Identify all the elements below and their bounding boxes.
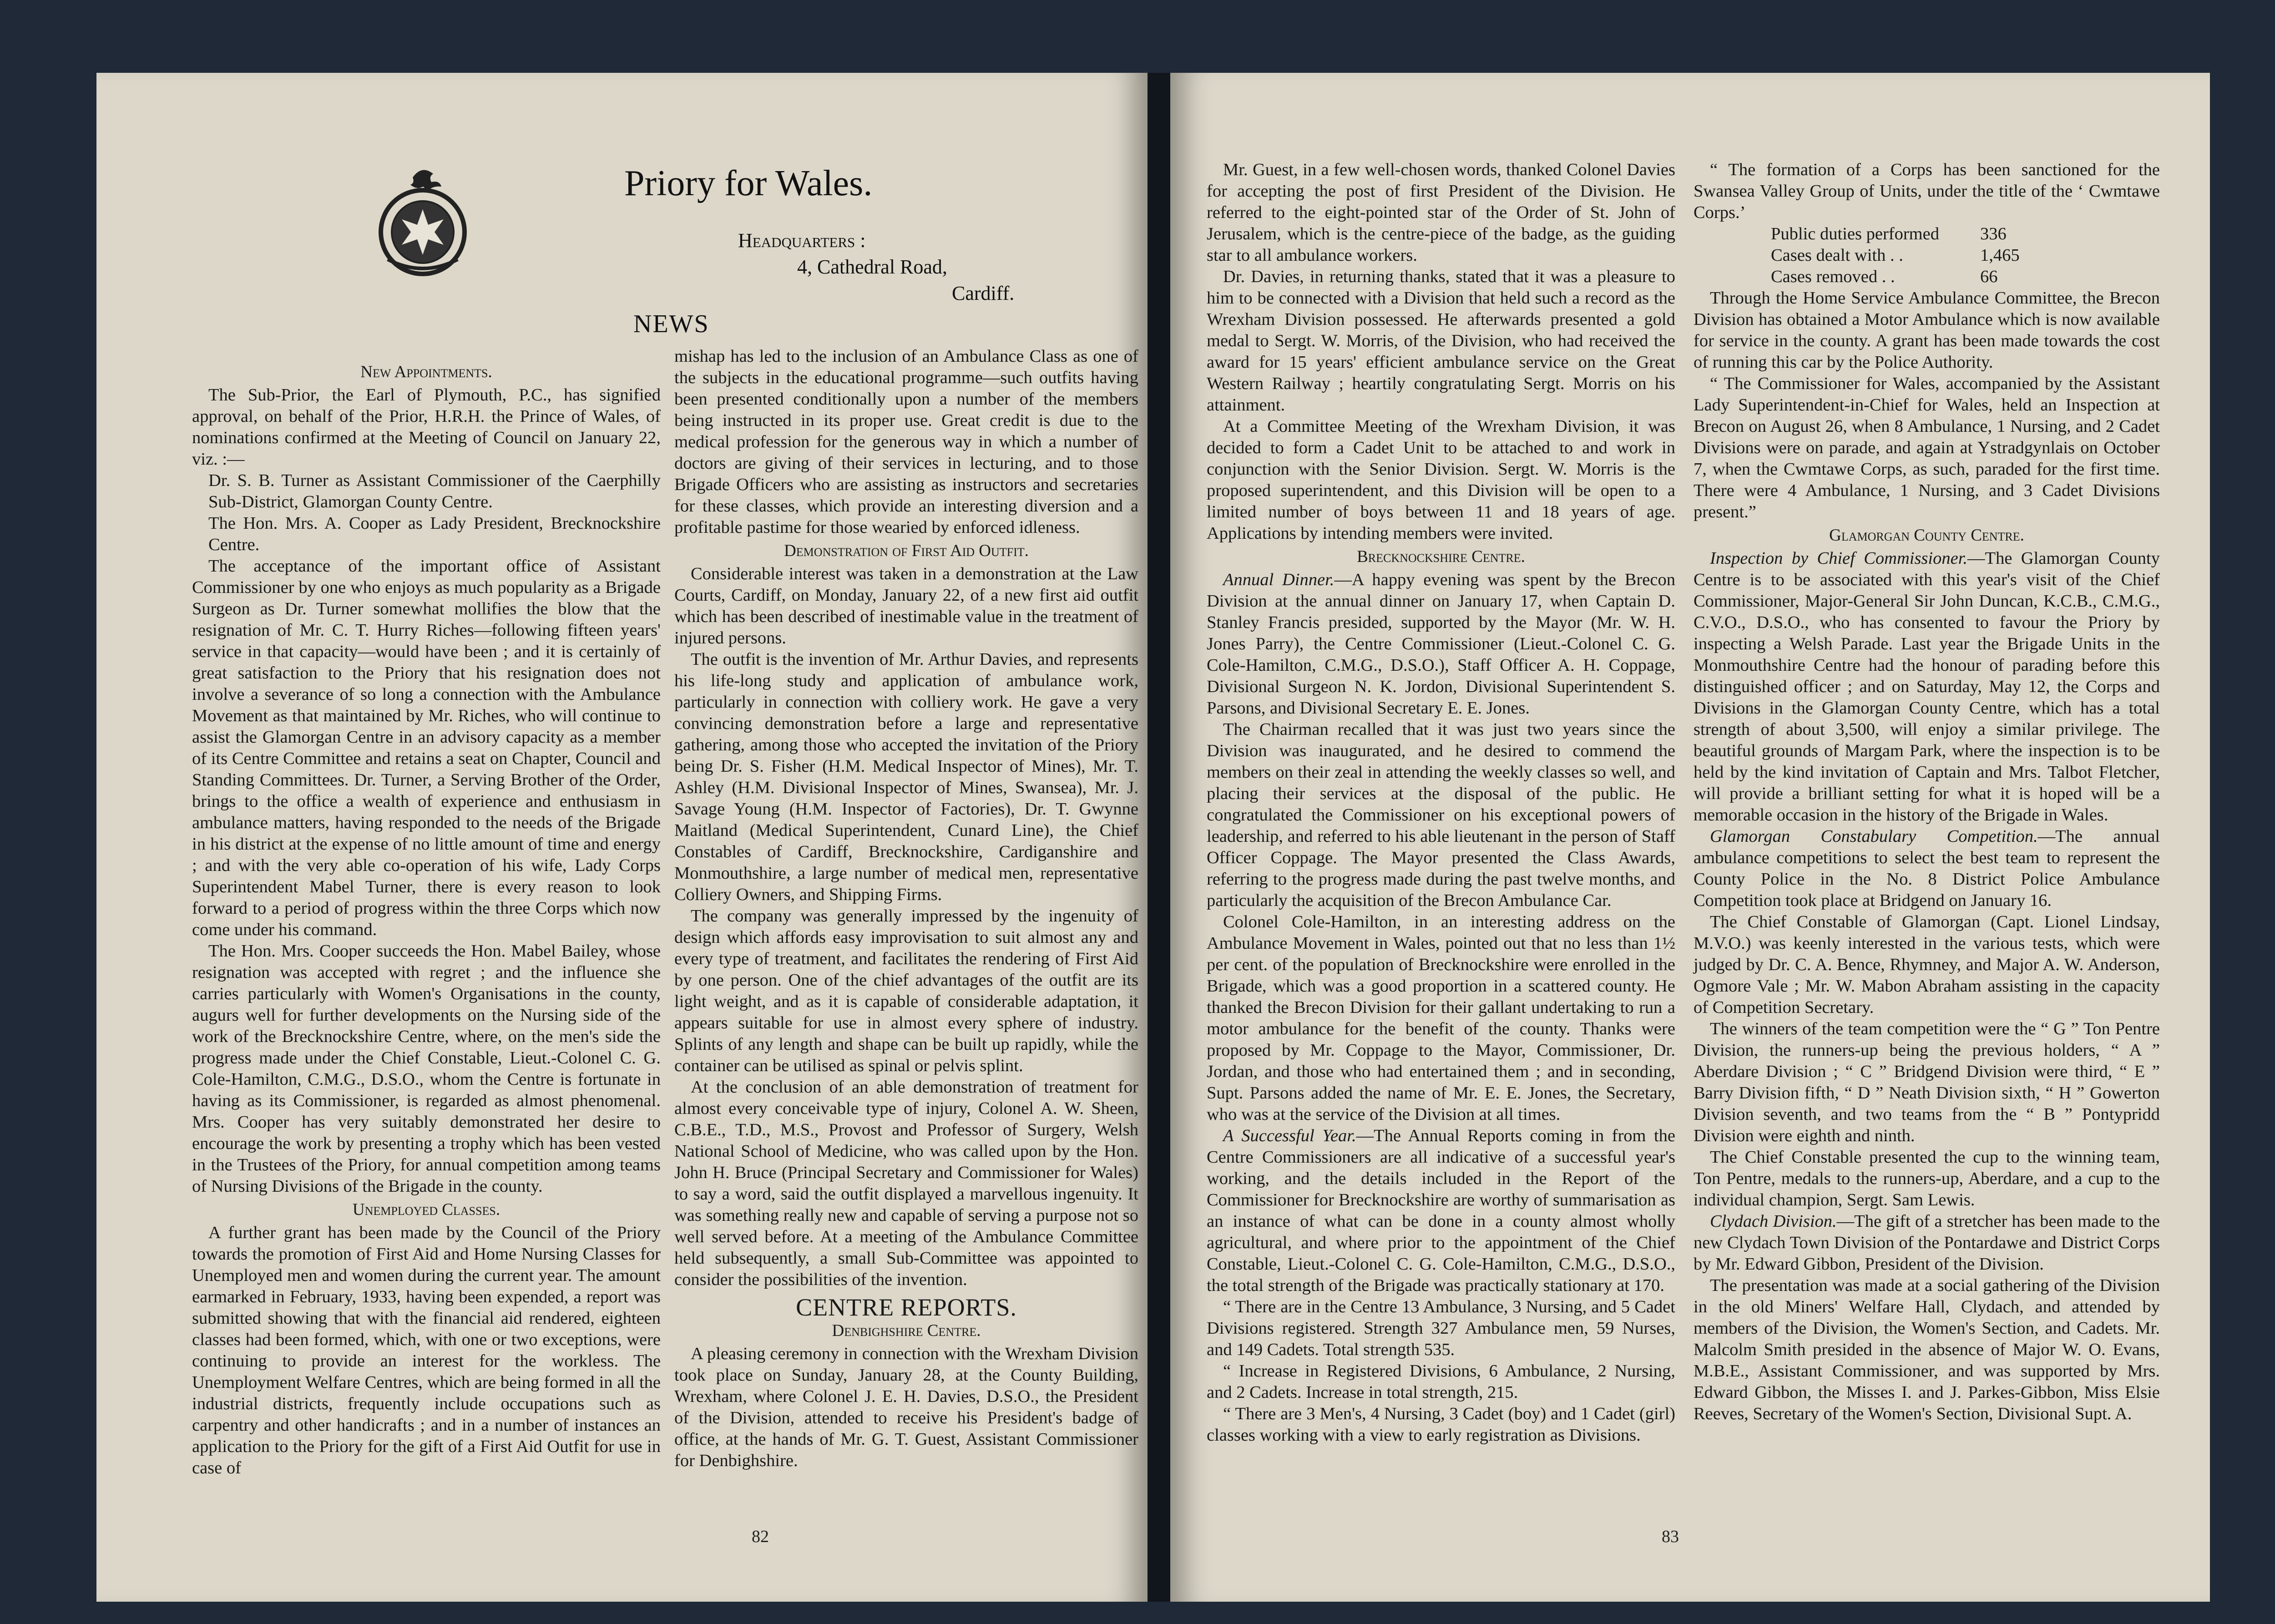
- article-column-1: [192, 359, 661, 1479]
- headquarters-label: Headquarters :: [738, 229, 866, 252]
- page-number-right: 83: [1662, 1527, 1679, 1546]
- paragraph: Glamorgan Constabulary Competition.—The annual ambulance competitions to select the best team to represent the County Police in the No. 8 District Police Ambulance Competition took place at Bridgend on January 16.: [1694, 827, 2160, 910]
- stats-row: Public duties performed 336: [1771, 224, 2007, 243]
- paragraph: Dr. S. B. Turner as Assistant Commissioner of the Caerphilly Sub-District, Glamorgan County Centre.: [208, 471, 661, 511]
- headquarters-street: 4, Cathedral Road,: [797, 256, 947, 278]
- paragraph: The presentation was made at a social gathering of the Division in the old Miners' Welfare Hall, Clydach, and attended by members of the Division, the Women's Section, and Cadets. Mr. Malcolm Smith presided in the absence of Major W. O. Evans, M.B.E., Assistant Commissioner, and was supported by Mrs. Edward Gibbon, the Misses I. and J. Parkes-Gibbon, Miss Elsie Reeves, Secretary of the Women's Section, Divisional Supt. A.: [1694, 1276, 2160, 1423]
- run-in-heading: Glamorgan Constabulary Competition.: [1710, 827, 2038, 846]
- paragraph: Inspection by Chief Commissioner.—The Glamorgan County Centre is to be associated with this year's visit of the Chief Commissioner, Major-General Sir John Duncan, K.C.B., C.M.G., C.V.O., D.S.O., who has consented to favour the Priory by inspecting a Welsh Parade. Last year the Brigade Units in the Monmouthshire Centre had the honour of parading before this distinguished officer ; and on Saturday, May 12, the Corps and Divisions in the Glamorgan County Centre, which has a total strength of about 3,500, will enjoy a similar privilege. The beautiful grounds of Margam Park, where the inspection is to be held by the kind invitation of Captain and Mrs. Talbot Fletcher, will provide a brilliant setting for what it is hoped will be a memorable occasion in the history of the Brigade in Wales.: [1694, 549, 2160, 825]
- paragraph: “ The Commissioner for Wales, accompanied by the Assistant Lady Superintendent-in-Chief for Wales, held an Inspection at Brecon on August 26, when 8 Ambulance, 1 Nursing, and 2 Cadet Divisions were on parade, and again at Ystradgynlais on October 7, when the Cwmtawe Corps, as such, paraded for the first time. There were 4 Ambulance, 1 Nursing, and 3 Cadet Divisions present.”: [1694, 374, 2160, 521]
- section-heading: Denbighshire Centre.: [832, 1321, 981, 1340]
- paragraph: The Hon. Mrs. Cooper succeeds the Hon. Mabel Bailey, whose resignation was accepted with regret ; and the influence she carries particularly with Women's Organisations in the county, augurs well for further developments on the Nursing side of the work of the Brecknockshire Centre, where, on the men's side the progress made under the Chief Constable, Lieut.-Colonel C. G. Cole-Hamilton, C.M.G., D.S.O., whom the Centre is fortunate in having as its Commissioner, is regarded as almost phenomenal. Mrs. Cooper has very suitably demonstrated her desire to encourage the work by presenting a trophy which has been vested in the Trustees of the Priory, for annual competition among teams of Nursing Divisions of the Brigade in the county.: [192, 941, 661, 1196]
- paragraph: “ Increase in Registered Divisions, 6 Ambulance, 2 Nursing, and 2 Cadets. Increase in total strength, 215.: [1207, 1361, 1675, 1402]
- paragraph: The company was generally impressed by the ingenuity of design which affords easy improvisation to suit almost any and every type of treatment, and facilitates the rendering of First Aid by one person. One of the chief advantages of the outfit are its light weight, and as it is capable of considerable adaptation, it appears suitable for use in almost every sphere of industry. Splints of any length and shape can be built up rapidly, while the container can be utilised as spinal or pelvis splint.: [674, 906, 1138, 1075]
- paragraph: Through the Home Service Ambulance Committee, the Brecon Division has obtained a Motor Ambulance which is now available for service in the county. A grant has been made towards the cost of running this car by the Police Authority.: [1694, 288, 2160, 372]
- section-heading: Brecknockshire Centre.: [1357, 547, 1525, 566]
- paragraph: The outfit is the invention of Mr. Arthur Davies, and represents his life-long study and application of ambulance work, particularly in connection with colliery work. He gave a very convincing demonstration before a large and representative gathering, among those who accepted the invitation of the Priory being Dr. S. Fisher (H.M. Medical Inspector of Mines), Mr. T. Ashley (H.M. Divisional Inspector of Mines, Swansea), Mr. J. Savage Young (H.M. Inspector of Factories), Dr. T. Gwynne Maitland (Medical Superintendent, Cunard Line), the Chief Constables of Cardiff, Brecknockshire, Cardiganshire and Monmouthshire, a large number of medical men, representative Colliery Owners, and Shipping Firms.: [674, 650, 1138, 904]
- paragraph: “ There are 3 Men's, 4 Nursing, 3 Cadet (boy) and 1 Cadet (girl) classes working with a view to early registration as Divisions.: [1207, 1404, 1675, 1445]
- paragraph: At the conclusion of an able demonstration of treatment for almost every conceivable type of injury, Colonel A. W. Sheen, C.B.E., T.D., M.S., Provost and Professor of Surgery, Welsh National School of Medicine, who was called upon by the Hon. John H. Bruce (Principal Secretary and Commissioner for Wales) to say a word, said the outfit displayed a marvellous ingenuity. It was something really new and capable of serving a purpose not so well served before. At a meeting of the Ambulance Committee held subsequently, a small Sub-Committee was appointed to consider the possibilities of the invention.: [674, 1078, 1138, 1289]
- paragraph: The Chairman recalled that it was just two years since the Division was inaugurated, and he desired to commend the members on their zeal in attending the weekly classes so well, and placing their services at the disposal of the public. He congratulated the Commissioner on his exceptional powers of leadership, and referred to his able lieutenant in the person of Staff Officer Coppage. The Mayor presented the Class Awards, referring to the progress made during the past twelve months, and particularly the acquisition of the Brecon Ambulance Car.: [1207, 720, 1675, 910]
- section-heading: New Appointments.: [360, 363, 492, 381]
- stats-row: Cases dealt with . . 1,465: [1771, 246, 2020, 265]
- centre-reports-heading: CENTRE REPORTS.: [796, 1294, 1017, 1321]
- headquarters-address: [738, 228, 1014, 307]
- article-column-2: [674, 346, 1138, 1472]
- headquarters-city: Cardiff.: [952, 282, 1015, 304]
- section-heading: Demonstration of First Aid Outfit.: [784, 541, 1029, 560]
- paragraph: Clydach Division.—The gift of a stretcher has been made to the new Clydach Town Division of the Pontardawe and District Corps by Mr. Edward Gibbon, President of the Division.: [1694, 1212, 2160, 1274]
- paragraph: Considerable interest was taken in a demonstration at the Law Courts, Cardiff, on Monday, January 22, of a new first aid outfit which has been described of inestimable value in the treatment of injured persons.: [674, 564, 1138, 648]
- article-column-3: [1207, 159, 1675, 1446]
- paragraph: At a Committee Meeting of the Wrexham Division, it was decided to form a Cadet Unit to be attached to and work in conjunction with the Senior Division. Sergt. W. Morris is the proposed superintendent, and this Division will be open to a limited number of boys between 11 and 18 years of age. Applications by intending members were invited.: [1207, 417, 1675, 543]
- paragraph: “ The formation of a Corps has been sanctioned for the Swansea Valley Group of Units, under the title of the ‘ Cwmtawe Corps.’: [1694, 160, 2160, 222]
- run-in-heading: A Successful Year.: [1223, 1126, 1356, 1145]
- run-in-heading: Clydach Division.: [1710, 1212, 1837, 1231]
- paragraph: Mr. Guest, in a few well-chosen words, thanked Colonel Davies for accepting the post of first President of the Division. He referred to the eight-pointed star of the Order of St. John of Jerusalem, which is the centre-piece of the badge, as the guiding star to all ambulance workers.: [1207, 160, 1675, 265]
- paragraph: The Chief Constable of Glamorgan (Capt. Lionel Lindsay, M.V.O.) was keenly interested in the various tests, which were judged by Dr. C. A. Bence, Rhymney, and Major A. W. Anderson, Ogmore Vale ; Mr. W. Mabon Abraham assisting in the capacity of Competition Secretary.: [1694, 912, 2160, 1017]
- paragraph: A Successful Year.—The Annual Reports coming in from the Centre Commissioners are all indicative of a successful year's working, and the details included in the Report of the Commissioner for Brecknockshire are worthy of summarisation as an instance of what can be done in a county almost wholly agricultural, and where prior to the appointment of the Chief Constable, Lieut.-Colonel C. G. Cole-Hamilton, C.M.G., D.S.O., the total strength of the Brigade was practically stationary at 170.: [1207, 1126, 1675, 1295]
- paragraph: A further grant has been made by the Council of the Priory towards the promotion of First Aid and Home Nursing Classes for Unemployed men and women during the current year. The amount earmarked in February, 1933, having been expended, a report was submitted showing that with the financial aid rendered, eighteen classes had been formed, which, with one or two exceptions, were continuing to provide an interest for the workless. The Unemployment Welfare Centres, which are being formed in all the industrial districts, frequently include occupations such as carpentry and other handicrafts ; and in a number of instances an application to the Priory for the gift of a First Aid Outfit for use in case of: [192, 1223, 661, 1477]
- article-column-4: [1694, 159, 2160, 1425]
- priory-crest-emblem: [369, 164, 476, 278]
- page-number-left: 82: [752, 1527, 769, 1546]
- paragraph: A pleasing ceremony in connection with the Wrexham Division took place on Sunday, January 28, at the County Building, Wrexham, where Colonel J. E. H. Davies, D.S.O., the President of the Division, attended to receive his President's badge of office, at the hands of Mr. G. T. Guest, Assistant Commissioner for Denbighshire.: [674, 1344, 1138, 1470]
- page-title: Priory for Wales.: [624, 163, 873, 203]
- section-heading: Glamorgan County Centre.: [1829, 526, 2024, 545]
- paragraph: mishap has led to the inclusion of an Ambulance Class as one of the subjects in the educational programme—such outfits having been presented conditionally upon a number of the members being instructed in its proper use. Great credit is due to the medical profession for the generous way in which a number of doctors are giving of their services in lecturing, and to those Brigade Officers who are assisting as instructors and secretaries for these classes, which provide an interesting diversion and a profitable pastime for those wearied by enforced idleness.: [674, 347, 1138, 537]
- news-heading: NEWS: [633, 310, 709, 338]
- right-page: [1170, 73, 2210, 1602]
- paragraph: The Sub-Prior, the Earl of Plymouth, P.C., has signified approval, on behalf of the Prior, H.R.H. the Prince of Wales, of nominations confirmed at the Meeting of Council on January 22, viz. :—: [192, 385, 661, 469]
- left-page: [96, 73, 1148, 1602]
- statistics-table: [1771, 223, 2160, 288]
- run-in-heading: Annual Dinner.: [1223, 570, 1335, 589]
- paragraph: “ There are in the Centre 13 Ambulance, 3 Nursing, and 5 Cadet Divisions registered. Strength 327 Ambulance men, 59 Nurses, and 149 Cadets. Total strength 535.: [1207, 1297, 1675, 1359]
- paragraph: Dr. Davies, in returning thanks, stated that it was a pleasure to him to be connected with a Division that held such a record as the Wrexham Division possessed. He afterwards presented a gold medal to Sergt. W. Morris, of the Division, who had received the award for 15 years' efficient ambulance service on the Great Western Railway ; heartily congratulating Sergt. Morris on his attainment.: [1207, 267, 1675, 415]
- section-heading: Unemployed Classes.: [352, 1200, 500, 1219]
- book-gutter: [1148, 73, 1170, 1602]
- paragraph: Colonel Cole-Hamilton, in an interesting address on the Ambulance Movement in Wales, pointed out that no less than 1½ per cent. of the population of Brecknockshire were enrolled in the Brigade, which was a good proportion in a scattered county. He thanked the Brecon Division for their gallant undertaking to run a motor ambulance for the benefit of the county. Thanks were proposed by Mr. Coppage to the Mayor, Commissioner, Dr. Jordan, and those who had entertained them ; and in seconding, Supt. Parsons added the name of Mr. E. E. Jones, the Secretary, who was at the service of the Division at all times.: [1207, 912, 1675, 1124]
- stats-row: Cases removed . . 66: [1771, 267, 1998, 286]
- paragraph: The Hon. Mrs. A. Cooper as Lady President, Brecknockshire Centre.: [208, 514, 661, 554]
- run-in-heading: Inspection by Chief Commissioner.: [1710, 549, 1968, 568]
- paragraph: The winners of the team competition were the “ G ” Ton Pentre Division, the runners-up being the previous holders, “ A ” Aberdare Division ; “ C ” Bridgend Division were third, “ E ” Barry Division fifth, “ D ” Neath Division sixth, “ H ” Gowerton Division seventh, and two teams from the “ B ” Pontypridd Division were eighth and ninth.: [1694, 1019, 2160, 1145]
- paragraph: The Chief Constable presented the cup to the winning team, Ton Pentre, medals to the runners-up, Aberdare, and a cup to the individual champion, Sergt. Sam Lewis.: [1694, 1148, 2160, 1209]
- paragraph: The acceptance of the important office of Assistant Commissioner by one who enjoys as much popularity as a Brigade Surgeon as Dr. Turner somewhat mollifies the blow that the resignation of Mr. C. T. Hurry Riches—following fifteen years' service in that capacity—would have been ; and it is certainly of great satisfaction to the Priory that his resignation does not involve a severance of so long a connection with the Ambulance Movement as that maintained by Mr. Riches, who will continue to assist the Glamorgan Centre in an advisory capacity as a member of its Centre Committee and retains a seat on Chapter, Council and Standing Committees. Dr. Turner, a Serving Brother of the Order, brings to the office a wealth of experience and enthusiasm in ambulance matters, having responded to the needs of the Brigade in his district at the expense of no little amount of time and energy ; and with the very able co-operation of his wife, Lady Corps Superintendent Mabel Turner, there is every reason to look forward to a period of progress within the three Corps which now come under his command.: [192, 557, 661, 939]
- paragraph: Annual Dinner.—A happy evening was spent by the Brecon Division at the annual dinner on January 17, when Captain D. Stanley Francis presided, supported by the Mayor (Mr. W. H. Jones Parry), the Centre Commissioner (Lieut.-Colonel C. G. Cole-Hamilton, C.M.G., D.S.O.), Staff Officer A. H. Coppage, Divisional Surgeon N. K. Jordon, Divisional Superintendent S. Parsons, and Divisional Secretary E. E. Jones.: [1207, 570, 1675, 718]
- magazine-spread: [96, 73, 2210, 1602]
